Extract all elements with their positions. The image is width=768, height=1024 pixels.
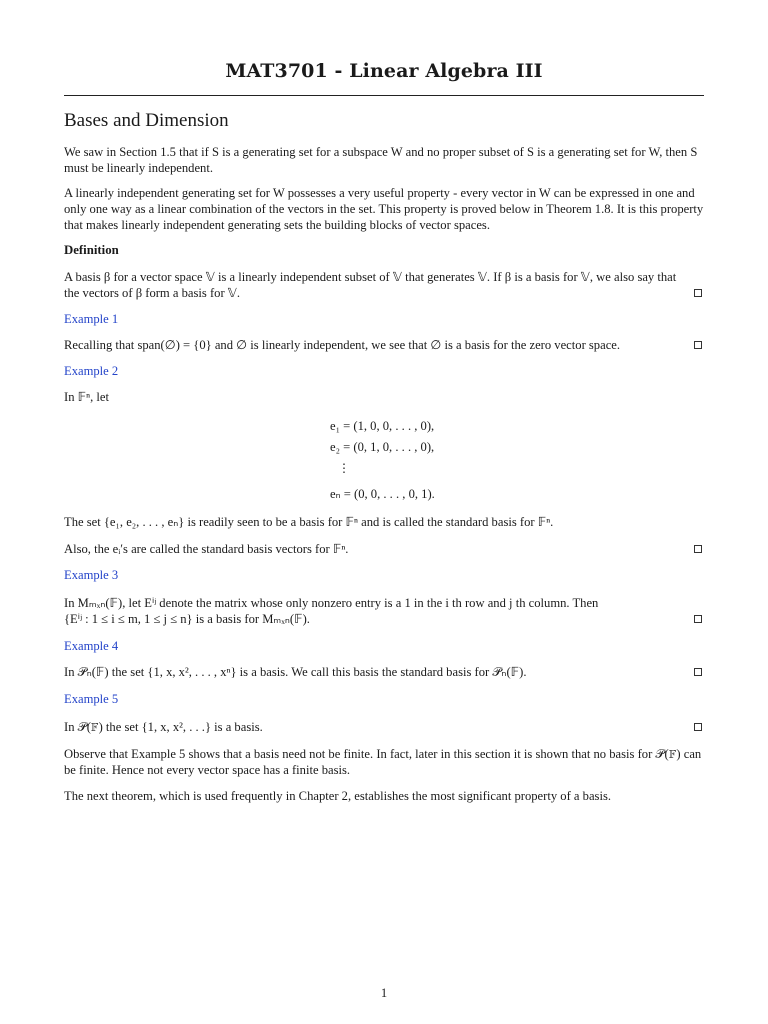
equation-e2: e₂ = (0, 1, 0, . . . , 0), xyxy=(330,440,435,454)
qed-symbol xyxy=(694,668,702,676)
qed-symbol xyxy=(694,615,702,623)
example-5-text: In 𝒫(𝔽) the set {1, x, x², . . .} is a basis. xyxy=(64,720,263,734)
page-number: 1 xyxy=(380,986,388,1000)
equation-e1: e₁ = (1, 0, 0, . . . , 0), xyxy=(330,419,435,433)
qed-symbol xyxy=(694,545,702,553)
paragraph-observe: Observe that Example 5 shows that a basis need not be finite. In fact, later in this section it is shown that no basis for 𝒫(𝔽) can be finite. Hence not every vector space has a finite basis. xyxy=(64,747,702,777)
equation-en: eₙ = (0, 0, . . . , 0, 1). xyxy=(330,487,435,501)
paragraph-intro: We saw in Section 1.5 that if S is a generating set for a subspace W and no proper subset of S is a generating set for W, then S must be linearly independent. xyxy=(64,145,698,175)
example-3-link[interactable]: Example 3 xyxy=(64,568,119,582)
definition-text: A basis β for a vector space 𝕍 is a linearly independent subset of 𝕍 that generates 𝕍. If β is a basis for 𝕍, we also say that the vectors of β form a basis for 𝕍. xyxy=(64,270,677,300)
qed-symbol xyxy=(694,723,702,731)
paragraph-next-theorem: The next theorem, which is used frequently in Chapter 2, establishes the most significant property of a basis. xyxy=(64,789,611,803)
section-title: Bases and Dimension xyxy=(64,110,229,131)
example-2-basis-vectors: Also, the eᵢ′s are called the standard basis vectors for 𝔽ⁿ. xyxy=(64,542,349,556)
vertical-ellipsis: ⋮ xyxy=(338,461,350,475)
paragraph-property: A linearly independent generating set for W possesses a very useful property - every vector in W can be expressed in one and only one way as a linear combination of the vectors in the set. This property is proved below in Theorem 1.8. It is this property that makes linearly independent generating sets the building blocks of vector spaces. xyxy=(64,186,704,232)
definition-heading: Definition xyxy=(64,243,119,257)
title-divider xyxy=(64,95,704,96)
qed-symbol xyxy=(694,341,702,349)
example-5-link[interactable]: Example 5 xyxy=(64,692,119,706)
example-3-line-2: {Eⁱʲ : 1 ≤ i ≤ m, 1 ≤ j ≤ n} is a basis for Mₘₓₙ(𝔽). xyxy=(64,612,310,626)
qed-symbol xyxy=(694,289,702,297)
page-title: MAT3701 - Linear Algebra III xyxy=(225,60,543,82)
example-2-intro: In 𝔽ⁿ, let xyxy=(64,390,109,404)
example-1-text: Recalling that span(∅) = {0} and ∅ is linearly independent, we see that ∅ is a basis for the zero vector space. xyxy=(64,338,621,352)
example-2-standard-basis: The set {e₁, e₂, . . . , eₙ} is readily seen to be a basis for 𝔽ⁿ and is called the standard basis for 𝔽ⁿ. xyxy=(64,515,554,529)
example-4-text: In 𝒫ₙ(𝔽) the set {1, x, x², . . . , xⁿ} is a basis. We call this basis the standard basis for 𝒫ₙ(𝔽). xyxy=(64,665,527,679)
example-3-line-1: In Mₘₓₙ(𝔽), let Eⁱʲ denote the matrix whose only nonzero entry is a 1 in the i th row and j th column. Then xyxy=(64,596,599,610)
example-4-link[interactable]: Example 4 xyxy=(64,639,119,653)
example-1-link[interactable]: Example 1 xyxy=(64,312,119,326)
example-2-link[interactable]: Example 2 xyxy=(64,364,119,378)
